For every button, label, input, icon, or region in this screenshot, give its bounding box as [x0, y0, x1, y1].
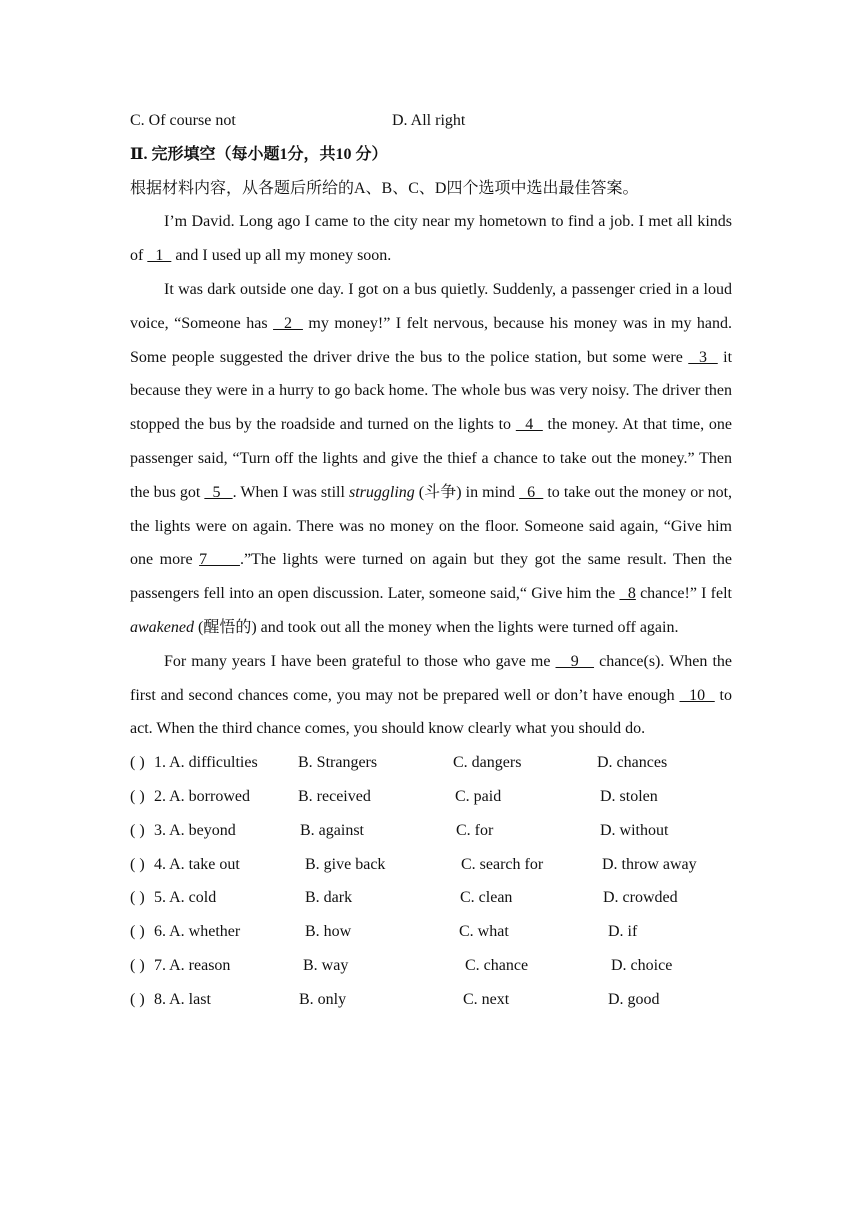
question-row	[130, 983, 732, 1017]
passage-text: chance!” I felt	[635, 585, 732, 603]
option-b: B. give back	[305, 855, 386, 873]
option-b: B. Strangers	[298, 754, 378, 772]
blank-8: 8	[619, 585, 636, 603]
option-d: D. choice	[611, 956, 673, 974]
option-a: 7. A. reason	[154, 956, 231, 974]
passage-text: .”The lights were turned on again but they got the same result. Then the passengers fell into an open discussion. Later, someone said,“ Give him the	[130, 551, 733, 603]
blank-9: 9	[555, 652, 595, 670]
answer-paren: ( )	[130, 990, 145, 1008]
passage-text: (斗争) in mind	[414, 483, 520, 501]
option-a: 4. A. take out	[154, 855, 240, 873]
passage-text: I’m David. Long ago I came to the city near my hometown to find a job. I met all kinds of	[130, 213, 732, 265]
question-list	[130, 746, 732, 1016]
passage-text: . When I was still	[232, 483, 349, 501]
question-row	[130, 746, 732, 780]
blank-1: 1	[147, 247, 172, 265]
passage-text: chance(s). When the first and second chances come, you may not be prepared well or don’t have enough	[130, 652, 733, 704]
blank-10: 10	[679, 686, 715, 704]
question-row	[130, 949, 732, 983]
answer-paren: ( )	[130, 923, 145, 941]
option-b: B. received	[298, 787, 371, 805]
italic-word-struggling: struggling	[348, 483, 415, 501]
document-page	[130, 104, 732, 1017]
passage-text: to act. When the third chance comes, you should know clearly what you should do.	[130, 686, 732, 738]
option-a: 2. A. borrowed	[154, 787, 250, 805]
passage-paragraph-2	[130, 273, 732, 645]
option-c: C. next	[463, 990, 510, 1008]
question-row	[130, 915, 732, 949]
passage-text: to take out the money or not, the lights were on again. There was no money on the floor. Someone said again, “Give him one more	[130, 483, 733, 569]
blank-7: 7	[199, 551, 240, 569]
passage-paragraph-1	[130, 205, 732, 273]
section-title: Ⅱ. 完形填空（每小题1分，共10 分）	[130, 145, 388, 163]
option-b: B. against	[300, 821, 364, 839]
option-c: C. search for	[461, 855, 544, 873]
option-c: C. clean	[460, 889, 513, 907]
blank-5: 5	[204, 483, 233, 501]
answer-paren: ( )	[130, 754, 145, 772]
instruction: 根据材料内容，从各题后所给的A、B、C、D四个选项中选出最佳答案。	[130, 179, 639, 197]
option-a: 6. A. whether	[154, 923, 241, 941]
passage-text: and I used up all my money soon.	[171, 247, 392, 265]
passage-text: For many years I have been grateful to those who gave me	[164, 652, 556, 670]
answer-paren: ( )	[130, 956, 145, 974]
option-b: B. only	[299, 990, 347, 1008]
option-d: D. stolen	[600, 787, 658, 805]
blank-2: 2	[273, 314, 303, 332]
option-c: C. what	[459, 923, 509, 941]
option-c: C. for	[456, 821, 494, 839]
passage-text: (醒悟的) and took out all the money when the lights were turned off again.	[193, 618, 679, 636]
option-b: B. dark	[305, 889, 353, 907]
option-c: C. Of course not	[130, 112, 236, 129]
option-a: 3. A. beyond	[154, 821, 236, 839]
option-d: D. All right	[392, 112, 466, 129]
passage-text: my money!” I felt nervous, because his money was in my hand. Some people suggested the driver drive the bus to the police station, but some were	[130, 314, 733, 366]
italic-word-awakened: awakened	[130, 618, 194, 636]
blank-4: 4	[515, 416, 543, 434]
option-d: D. good	[608, 990, 660, 1008]
option-d: D. without	[600, 821, 669, 839]
blank-6: 6	[519, 483, 544, 501]
option-a: 1. A. difficulties	[154, 754, 258, 772]
option-a: 8. A. last	[154, 990, 211, 1008]
option-c: C. paid	[455, 787, 502, 805]
question-row	[130, 881, 732, 915]
previous-options-row	[130, 104, 732, 138]
question-row	[130, 814, 732, 848]
option-d: D. if	[608, 923, 638, 941]
option-b: B. way	[303, 956, 349, 974]
question-row	[130, 780, 732, 814]
option-d: D. chances	[597, 754, 668, 772]
passage-text: It was dark outside one day. I got on a bus quietly. Suddenly, a passenger cried in a loud voice, “Someone has	[130, 280, 732, 332]
option-c: C. dangers	[453, 754, 522, 772]
question-row	[130, 848, 732, 882]
answer-paren: ( )	[130, 821, 145, 839]
answer-paren: ( )	[130, 787, 145, 805]
option-d: D. crowded	[603, 889, 678, 907]
option-a: 5. A. cold	[154, 889, 217, 907]
passage-paragraph-3	[130, 645, 732, 746]
blank-3: 3	[688, 348, 718, 366]
option-b: B. how	[305, 923, 352, 941]
option-d: D. throw away	[602, 855, 697, 873]
passage-text: the money. At that time, one passenger said, “Turn off the lights and give the thief a chance to take out the money.” Then the bus got	[130, 416, 733, 501]
answer-paren: ( )	[130, 889, 145, 907]
passage-text: it because they were in a hurry to go back home. The whole bus was very noisy. The driver then stopped the bus by the roadside and turned on the lights to	[130, 348, 733, 434]
answer-paren: ( )	[130, 855, 145, 873]
option-c: C. chance	[465, 956, 529, 974]
